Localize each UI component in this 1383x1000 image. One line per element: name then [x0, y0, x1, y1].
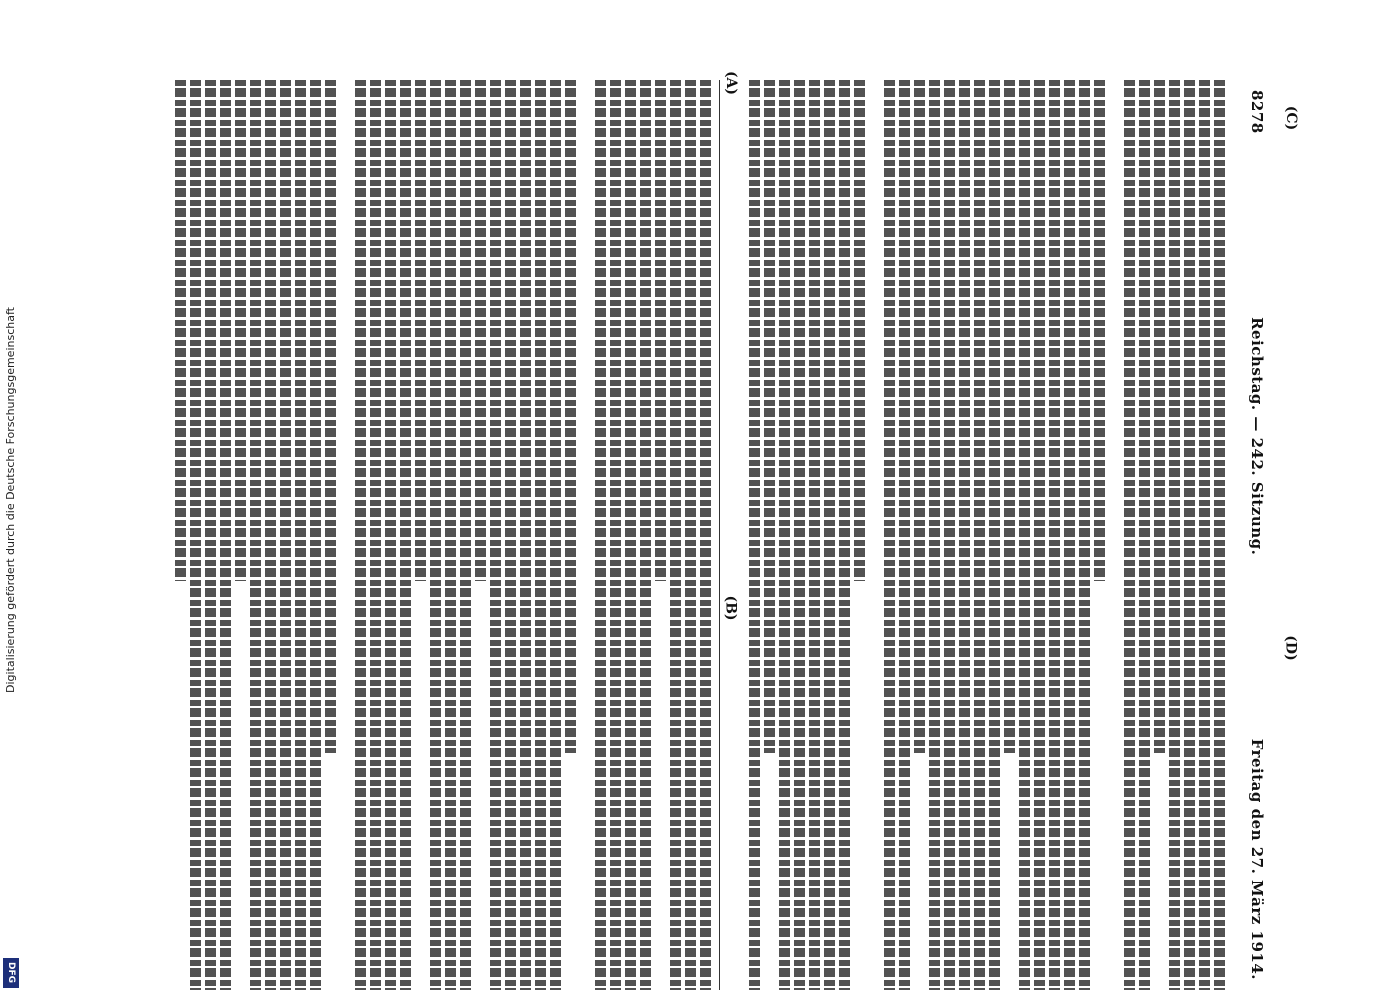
header-date: Freitag den 27. März 1914.: [1248, 738, 1266, 980]
text-line: [1184, 80, 1195, 990]
text-line: [235, 80, 246, 581]
text-line: [1094, 80, 1105, 581]
text-line: [670, 80, 681, 990]
text-line: [1019, 80, 1030, 990]
text-line: [175, 80, 186, 581]
text-line: [415, 80, 426, 581]
text-line: [505, 80, 516, 990]
text-line: [205, 80, 216, 990]
text-line: [430, 80, 441, 990]
text-line: [310, 80, 321, 990]
header-title: Reichstag. — 242. Sitzung.: [1248, 317, 1266, 556]
text-line: [1124, 80, 1135, 990]
text-line: [1079, 80, 1090, 990]
text-line: [355, 80, 366, 990]
text-line: [749, 80, 760, 990]
text-line: [685, 80, 696, 990]
text-line: [929, 80, 940, 990]
text-line: [280, 80, 291, 990]
text-line: [370, 80, 381, 990]
text-line: [445, 80, 456, 990]
scanned-page: [30, 0, 1383, 1000]
text-line: [565, 80, 576, 753]
column-right: [153, 80, 713, 990]
text-line: [250, 80, 261, 990]
margin-mark-a: (A): [722, 70, 739, 96]
text-line: [385, 80, 396, 990]
text-line: [340, 80, 351, 990]
text-line: [1199, 80, 1210, 990]
margin-mark-b: (B): [722, 595, 739, 621]
text-line: [914, 80, 925, 753]
text-line: [794, 80, 805, 990]
text-line: [490, 80, 501, 990]
text-line: [839, 80, 850, 990]
text-line: [1169, 80, 1180, 990]
text-line: [1139, 80, 1150, 990]
text-line: [700, 80, 711, 990]
text-line: [610, 80, 621, 990]
text-line: [475, 80, 486, 581]
text-line: [400, 80, 411, 990]
text-line: [974, 80, 985, 990]
text-line: [899, 80, 910, 990]
text-line: [1064, 80, 1075, 990]
text-line: [595, 80, 606, 990]
text-line: [959, 80, 970, 990]
text-line: [809, 80, 820, 990]
text-line: [854, 80, 865, 581]
text-line: [1214, 80, 1225, 990]
text-line: [460, 80, 471, 990]
text-line: [190, 80, 201, 990]
text-line: [1004, 80, 1015, 753]
text-line: [325, 80, 336, 753]
text-line: [884, 80, 895, 990]
page-number: 8278: [1248, 90, 1266, 134]
text-line: [824, 80, 835, 990]
text-line: [944, 80, 955, 990]
column-divider: [719, 80, 720, 990]
text-line: [764, 80, 775, 753]
text-line: [655, 80, 666, 581]
text-line: [535, 80, 546, 990]
column-left: [727, 80, 1227, 990]
margin-mark-c: (C): [1282, 105, 1299, 131]
text-line: [640, 80, 651, 990]
text-line: [580, 80, 591, 990]
digitization-note: Digitalisierung gefördert durch die Deutsche Forschungsgemeinschaft: [4, 307, 17, 693]
text-line: [265, 80, 276, 990]
text-line: [220, 80, 231, 990]
text-line: [1154, 80, 1165, 753]
running-header: [1237, 80, 1277, 990]
dfg-logo: DFG: [3, 958, 19, 988]
text-line: [295, 80, 306, 990]
text-line: [1034, 80, 1045, 990]
text-line: [625, 80, 636, 990]
text-line: [779, 80, 790, 990]
text-line: [550, 80, 561, 990]
text-line: [869, 80, 880, 990]
text-line: [1049, 80, 1060, 990]
printed-page: [73, 70, 1323, 990]
text-line: [1109, 80, 1120, 990]
margin-mark-d: (D): [1282, 635, 1299, 661]
text-line: [989, 80, 1000, 990]
text-line: [520, 80, 531, 990]
